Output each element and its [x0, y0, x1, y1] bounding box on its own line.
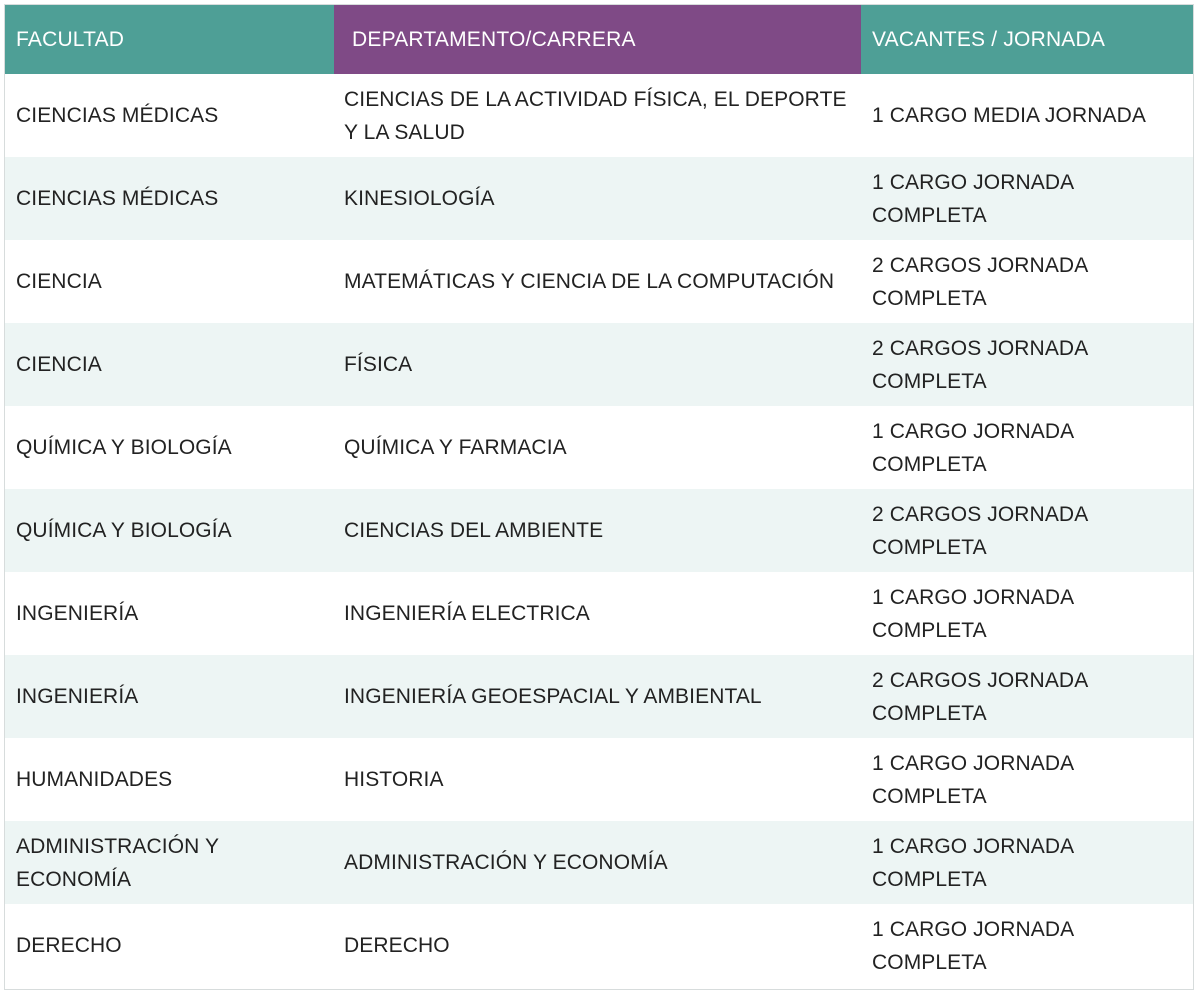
cell-facultad: DERECHO	[5, 904, 334, 987]
cell-facultad: QUÍMICA Y BIOLOGÍA	[5, 406, 334, 489]
cell-departamento: QUÍMICA Y FARMACIA	[334, 406, 861, 489]
cell-departamento: INGENIERÍA ELECTRICA	[334, 572, 861, 655]
cell-facultad: INGENIERÍA	[5, 655, 334, 738]
vacancies-table-frame	[4, 4, 1194, 990]
table-row	[5, 240, 1193, 323]
table-row	[5, 406, 1193, 489]
cell-departamento: HISTORIA	[334, 738, 861, 821]
cell-facultad: CIENCIA	[5, 240, 334, 323]
cell-vacantes: 2 CARGOS JORNADA COMPLETA	[861, 489, 1193, 572]
cell-vacantes: 2 CARGOS JORNADA COMPLETA	[861, 655, 1193, 738]
cell-departamento: CIENCIAS DEL AMBIENTE	[334, 489, 861, 572]
cell-departamento: ADMINISTRACIÓN Y ECONOMÍA	[334, 821, 861, 904]
cell-facultad: HUMANIDADES	[5, 738, 334, 821]
table-row	[5, 157, 1193, 240]
cell-vacantes: 2 CARGOS JORNADA COMPLETA	[861, 240, 1193, 323]
cell-vacantes: 1 CARGO JORNADA COMPLETA	[861, 157, 1193, 240]
cell-facultad: CIENCIA	[5, 323, 334, 406]
table-body	[5, 74, 1193, 987]
cell-departamento: CIENCIAS DE LA ACTIVIDAD FÍSICA, EL DEPORTE Y LA SALUD	[334, 74, 861, 157]
cell-departamento: FÍSICA	[334, 323, 861, 406]
header-row	[5, 5, 1193, 74]
cell-departamento: DERECHO	[334, 904, 861, 987]
cell-vacantes: 1 CARGO JORNADA COMPLETA	[861, 406, 1193, 489]
cell-departamento: INGENIERÍA GEOESPACIAL Y AMBIENTAL	[334, 655, 861, 738]
header-vacantes-jornada: VACANTES / JORNADA	[861, 5, 1193, 74]
table-row	[5, 821, 1193, 904]
header-departamento-carrera: DEPARTAMENTO/CARRERA	[334, 5, 861, 74]
table-row	[5, 572, 1193, 655]
table-row	[5, 489, 1193, 572]
table-row	[5, 904, 1193, 987]
table-row	[5, 323, 1193, 406]
cell-vacantes: 2 CARGOS JORNADA COMPLETA	[861, 323, 1193, 406]
table-row	[5, 655, 1193, 738]
cell-vacantes: 1 CARGO JORNADA COMPLETA	[861, 821, 1193, 904]
cell-departamento: MATEMÁTICAS Y CIENCIA DE LA COMPUTACIÓN	[334, 240, 861, 323]
cell-facultad: INGENIERÍA	[5, 572, 334, 655]
table-row	[5, 74, 1193, 157]
vacancies-table	[5, 5, 1193, 987]
cell-vacantes: 1 CARGO JORNADA COMPLETA	[861, 572, 1193, 655]
cell-vacantes: 1 CARGO JORNADA COMPLETA	[861, 904, 1193, 987]
header-facultad: FACULTAD	[5, 5, 334, 74]
cell-departamento: KINESIOLOGÍA	[334, 157, 861, 240]
cell-facultad: CIENCIAS MÉDICAS	[5, 74, 334, 157]
cell-facultad: CIENCIAS MÉDICAS	[5, 157, 334, 240]
table-row	[5, 738, 1193, 821]
cell-vacantes: 1 CARGO MEDIA JORNADA	[861, 74, 1193, 157]
cell-vacantes: 1 CARGO JORNADA COMPLETA	[861, 738, 1193, 821]
table-header	[5, 5, 1193, 74]
cell-facultad: QUÍMICA Y BIOLOGÍA	[5, 489, 334, 572]
cell-facultad: ADMINISTRACIÓN Y ECONOMÍA	[5, 821, 334, 904]
